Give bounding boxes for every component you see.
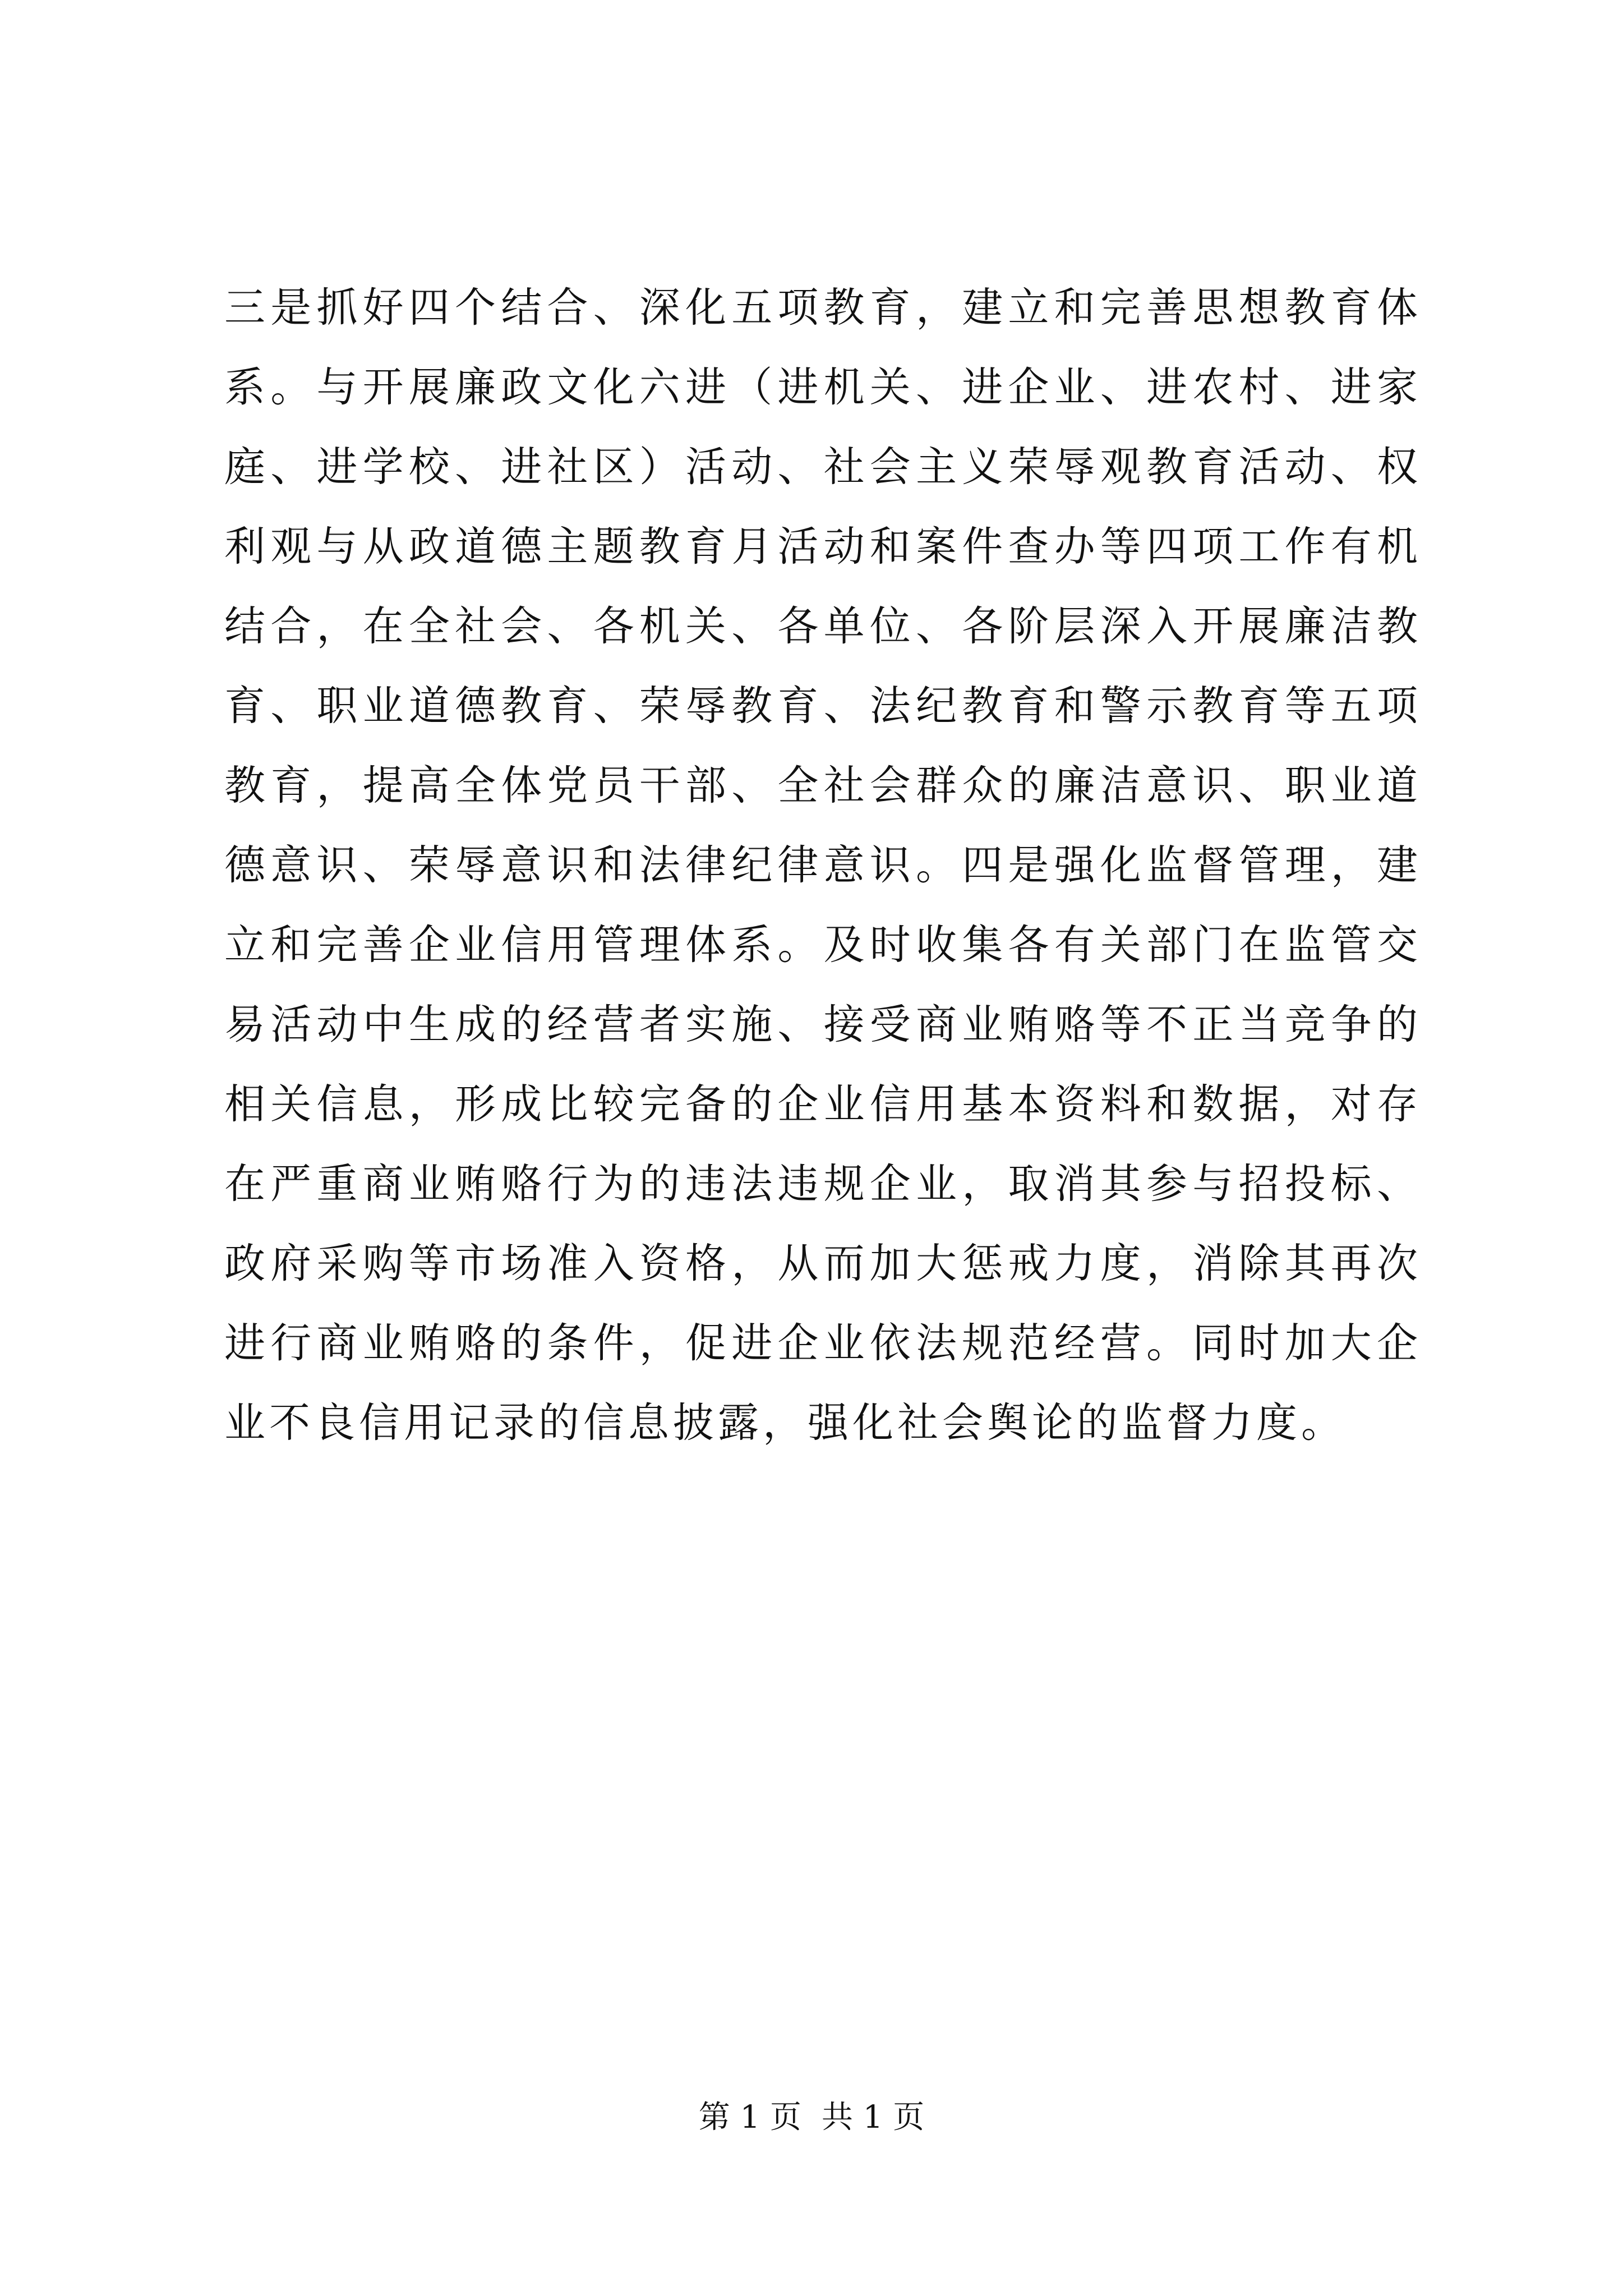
page-number: 第 1 页 [698, 2099, 801, 2136]
page-total: 共 1 页 [822, 2099, 925, 2136]
body-paragraph: 三是抓好四个结合、深化五项教育，建立和完善思想教育体系。与开展廉政文化六进（进机关、进企业、进农村、进家庭、进学校、进社区）活动、社会主义荣辱观教育活动、权利观与从政道德主题教育月活动和案件查办等四项工作有机结合，在全社会、各机关、各单位、各阶层深入开展廉洁教育、职业道德教育、荣辱教育、法纪教育和警示教育等五项教育，提高全体党员干部、全社会群众的廉洁意识、职业道德意识、荣辱意识和法律纪律意识。四是强化监督管理，建立和完善企业信用管理体系。及时收集各有关部门在监管交易活动中生成的经营者实施、接受商业贿赂等不正当竞争的相关信息，形成比较完备的企业信用基本资料和数据，对存在严重商业贿赂行为的违法违规企业，取消其参与招投标、政府采购等市场准入资格，从而加大惩戒力度，消除其再次进行商业贿赂的条件，促进企业依法规范经营。同时加大企业不良信用记录的信息披露，强化社会舆论的监督力度。 [224, 284, 1422, 1447]
page-footer [0, 2098, 1623, 2137]
